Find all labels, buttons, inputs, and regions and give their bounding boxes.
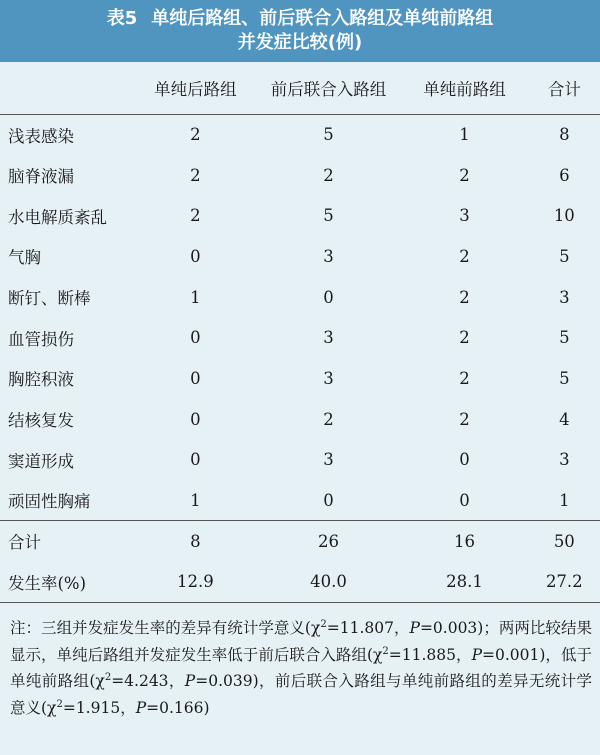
table-row [0, 399, 600, 440]
table-cell: 5 [559, 246, 570, 266]
table-cell: 2 [459, 368, 470, 388]
table-cell: 1 [190, 287, 201, 307]
table-cell: 2 [459, 165, 470, 185]
row-label: 水电解质紊乱 [8, 207, 107, 227]
row-label: 合计 [8, 533, 41, 553]
complication-table [0, 62, 600, 603]
table-cell: 12.9 [176, 572, 214, 592]
total-row [0, 521, 600, 562]
table-row [0, 277, 600, 318]
table-cell: 8 [190, 531, 201, 551]
table-cell: 2 [459, 287, 470, 307]
header-cell: 单纯前路组 [423, 79, 506, 99]
row-label: 断钉、断棒 [8, 289, 91, 309]
table-cell: 1 [559, 490, 570, 510]
table-cell: 6 [559, 165, 570, 185]
header-cell [0, 62, 134, 114]
table-cell: 5 [323, 125, 334, 145]
table-cell: 3 [323, 328, 334, 348]
table-row [0, 480, 600, 521]
table-cell: 2 [323, 409, 334, 429]
table-cell: 0 [190, 246, 201, 266]
table-cell: 8 [559, 125, 570, 145]
table-row [0, 155, 600, 196]
table-cell: 5 [559, 368, 570, 388]
row-label: 结核复发 [8, 411, 74, 431]
table-cell: 4 [559, 409, 570, 429]
table-title [0, 0, 600, 62]
table-row [0, 195, 600, 236]
header-cell: 前后联合入路组 [270, 79, 387, 99]
table-cell: 2 [459, 328, 470, 348]
table-cell: 0 [323, 490, 334, 510]
table-cell: 26 [317, 531, 339, 551]
table-cell: 3 [323, 246, 334, 266]
table-cell: 3 [323, 450, 334, 470]
table-row [0, 236, 600, 277]
table-cell: 5 [559, 328, 570, 348]
header-row [0, 62, 600, 114]
row-label: 气胸 [8, 248, 41, 268]
table-row [0, 114, 600, 155]
row-label: 窦道形成 [8, 451, 74, 471]
table-cell: 3 [559, 287, 570, 307]
table-cell: 2 [190, 165, 201, 185]
header-cell: 单纯后路组 [154, 79, 237, 99]
table-cell: 0 [190, 328, 201, 348]
table-cell: 0 [190, 368, 201, 388]
table-cell: 1 [459, 125, 470, 145]
table-row [0, 440, 600, 481]
table-cell: 16 [454, 531, 476, 551]
table-cell: 27.2 [545, 572, 583, 592]
table-row [0, 358, 600, 399]
row-label: 发生率(%) [8, 573, 87, 593]
table-cell: 2 [459, 246, 470, 266]
title-line-2: 并发症比较(例) [237, 32, 363, 53]
table-cell: 3 [559, 450, 570, 470]
table-cell: 3 [459, 206, 470, 226]
rate-row [0, 562, 600, 603]
table-cell: 3 [323, 368, 334, 388]
table-cell: 0 [323, 287, 334, 307]
table-cell: 40.0 [310, 572, 347, 592]
row-label: 脑脊液漏 [8, 167, 74, 187]
title-line-1: 单纯后路组、前后联合入路组及单纯前路组 [151, 8, 494, 29]
table-cell: 2 [459, 409, 470, 429]
row-label: 胸腔积液 [8, 370, 74, 390]
table-cell: 28.1 [446, 572, 483, 592]
row-label: 血管损伤 [8, 329, 74, 349]
table-cell: 2 [190, 125, 201, 145]
table-cell: 2 [190, 206, 201, 226]
table-cell: 5 [323, 206, 334, 226]
table-footnote: 注：三组并发症发生率的差异有统计学意义($\chi^2=11.807$，P=0.003)；两两比较结果显示，单纯后路组并发症发生率低于前后联合入路组($\chi^2=11.885$，P=0.001)，低于单纯前路组($\chi^2=4.243$，P=0.039)，前后联合入路组与单纯前路组的差异无统计学意义($\chi^2=1.915$，P=0.166) [10, 618, 592, 717]
header-cell: 合计 [547, 79, 581, 99]
table-cell: 0 [190, 409, 201, 429]
row-label: 顽固性胸痛 [8, 492, 91, 512]
table-cell: 0 [190, 450, 201, 470]
table-cell: 0 [459, 450, 470, 470]
table-number: 表5 [106, 8, 138, 29]
table-cell: 1 [190, 490, 201, 510]
table-cell: 50 [553, 531, 575, 551]
table-cell: 10 [553, 206, 575, 226]
row-label: 浅表感染 [8, 126, 74, 146]
table-cell: 0 [459, 490, 470, 510]
table-cell: 2 [323, 165, 334, 185]
table-row [0, 317, 600, 358]
